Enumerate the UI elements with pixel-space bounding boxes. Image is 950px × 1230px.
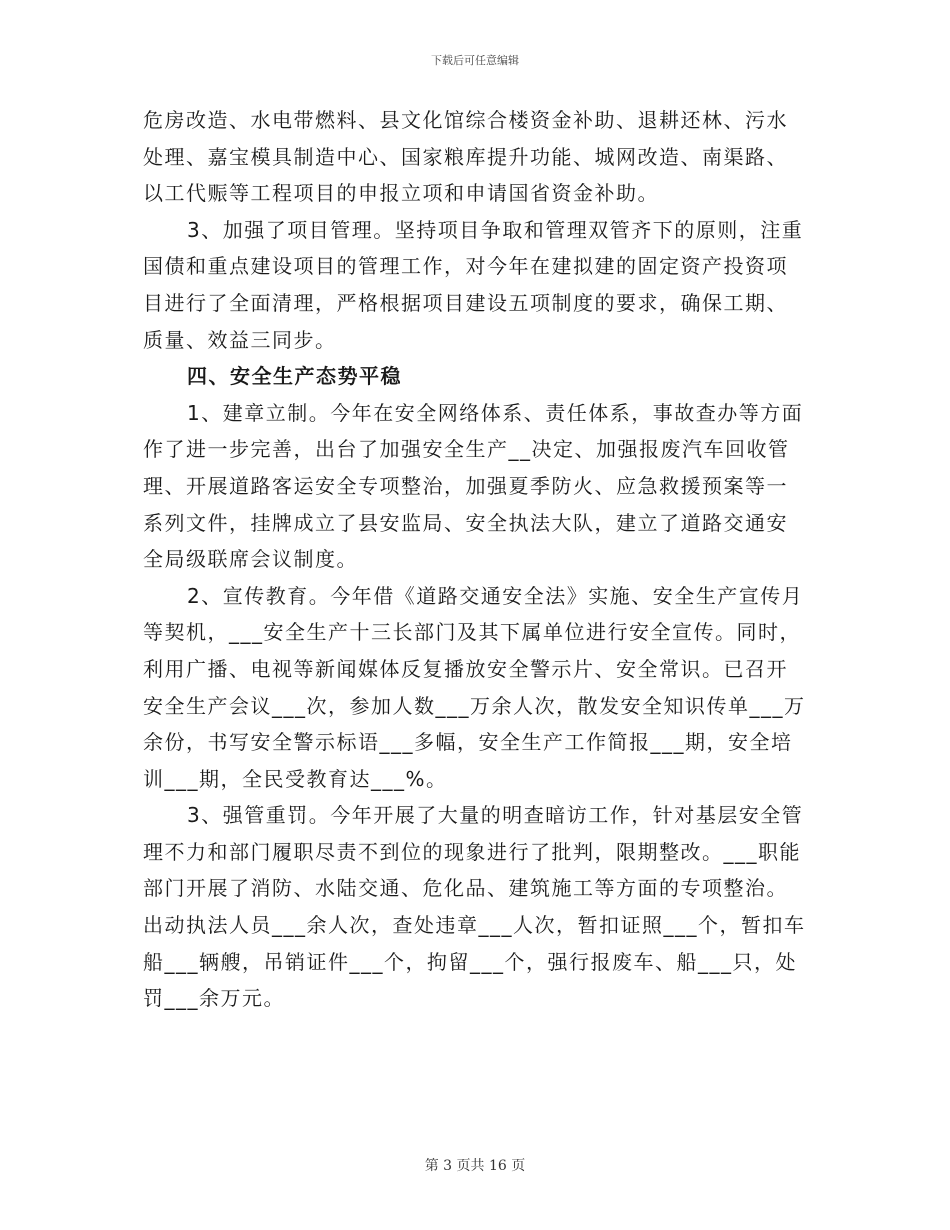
section-heading: 四、安全生产态势平稳 — [187, 364, 402, 389]
text-line: 理、开展道路客运安全专项整治，加强夏季防火、应急救援预案等一 — [143, 473, 788, 498]
text-line: 全局级联席会议制度。 — [143, 547, 358, 572]
text-line: 处理、嘉宝模具制造中心、国家粮库提升功能、城网改造、南渠路、 — [143, 144, 788, 169]
text-line: 2、宣传教育。今年借《道路交通安全法》实施、安全生产宣传月 — [187, 583, 804, 608]
text-line: 船___辆艘，吊销证件___个，拘留___个，强行报废车、船___只，处 — [143, 949, 797, 974]
text-line: 质量、效益三同步。 — [143, 327, 337, 352]
document-body — [143, 102, 808, 1017]
text-line: 目进行了全面清理，严格根据项目建设五项制度的要求，确保工期、 — [143, 290, 788, 315]
text-line: 部门开展了消防、水陆交通、危化品、建筑施工等方面的专项整治。 — [143, 876, 788, 901]
text-line: 3、加强了项目管理。坚持项目争取和管理双管齐下的原则，注重 — [187, 217, 804, 242]
text-line: 训___期，全民受教育达___%。 — [143, 766, 448, 791]
page-footer: 第 3 页共 16 页 — [424, 1158, 526, 1174]
text-line: 余份，书写安全警示标语___多幅，安全生产工作简报___期，安全培 — [143, 730, 793, 755]
text-line: 3、强管重罚。今年开展了大量的明查暗访工作，针对基层安全管 — [187, 803, 804, 828]
text-line: 作了进一步完善，出台了加强安全生产__决定、加强报废汽车回收管 — [143, 437, 790, 462]
text-line: 安全生产会议___次，参加人数___万余人次，散发安全知识传单___万 — [143, 693, 806, 718]
text-line: 1、建章立制。今年在安全网络体系、责任体系，事故查办等方面 — [187, 400, 804, 425]
text-line: 系列文件，挂牌成立了县安监局、安全执法大队，建立了道路交通安 — [143, 510, 788, 535]
text-line: 罚___余万元。 — [143, 986, 285, 1011]
text-line: 利用广播、电视等新闻媒体反复播放安全警示片、安全常识。已召开 — [143, 656, 788, 681]
text-line: 国债和重点建设项目的管理工作，对今年在建拟建的固定资产投资项 — [143, 254, 788, 279]
text-line: 出动执法人员___余人次，查处违章___人次，暂扣证照___个，暂扣车 — [143, 913, 806, 938]
text-line: 理不力和部门履职尽责不到位的现象进行了批判，限期整改。___职能 — [143, 839, 801, 864]
text-line: 等契机，___安全生产十三长部门及其下属单位进行安全宣传。同时， — [143, 620, 801, 645]
text-line: 以工代赈等工程项目的申报立项和申请国省资金补助。 — [143, 181, 659, 206]
text-line: 危房改造、水电带燃料、县文化馆综合楼资金补助、退耕还林、污水 — [143, 108, 788, 132]
page-header: 下载后可任意编辑 — [431, 54, 519, 67]
